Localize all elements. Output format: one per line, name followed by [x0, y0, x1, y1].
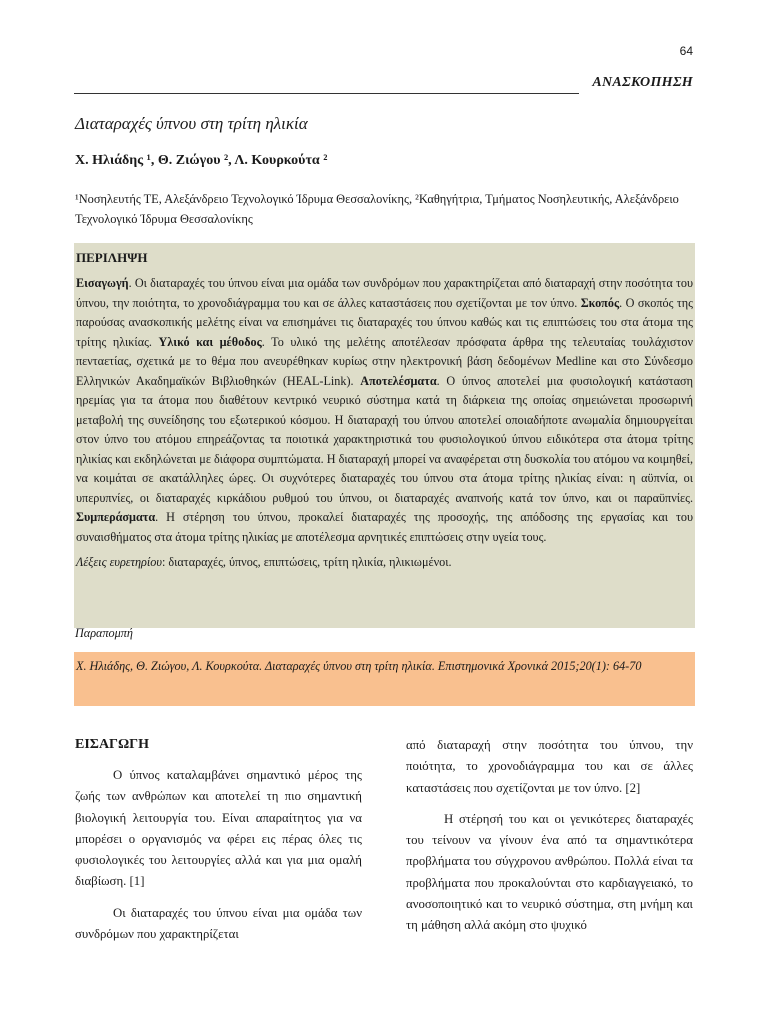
aim-label: Σκοπός — [580, 295, 620, 310]
intro-text: . Οι διαταραχές του ύπνου είναι μια ομάδα των συνδρόμων που χαρακτηρίζεται από διαταραχή στην ποσότητα του ύπνου, την ποιότητα, το χρονοδιάγραμμα του και σε άλλες καταστάσεις που σχετίζονται με τον ύπνο. — [76, 276, 693, 310]
section-label: ΑΝΑΣΚΟΠΗΣΗ — [592, 75, 693, 90]
keywords — [76, 555, 693, 570]
intro-paragraph-2: Οι διαταραχές του ύπνου είναι μια ομάδα των συνδρόμων που χαρακτηρίζεται — [75, 905, 362, 942]
abstract-heading: ΠΕΡΙΛΗΨΗ — [76, 250, 148, 265]
intro-paragraph-3: Η στέρησή του και οι γενικότερες διαταραχές του τείνουν να γίνουν ένα από τα σημαντικότερα προβλήματα του σύγχρονου ανθρώπου. Πολλά είναι τα προβλήματα που προκαλούνται στο καρδιαγγειακό, το ανοσοποιητικό και το νευρικό σύστημα, στη μνήμη και τη μάθηση αλλά ακόμη στο ψυχικό — [406, 811, 693, 933]
conclusions-label: Συμπεράσματα — [76, 510, 156, 524]
page-number: 64 — [679, 44, 693, 58]
header-rule — [74, 93, 579, 94]
intro-paragraph-1: Ο ύπνος καταλαμβάνει σημαντικό μέρος της ζωής των ανθρώπων και αποτελεί τη πιο σημαντική βιολογική λειτουργία του. Είναι απαραίτητος για να μπορέσει ο οργανισμός να φέρει εις πέρας όλες τις φυσιολογικές του λειτουργίες αλλά και για μια ομαλή διαβίωση. [1] — [75, 768, 362, 889]
intro-label: Εισαγωγή — [76, 276, 129, 290]
column-left — [75, 735, 362, 955]
citation-box: Χ. Ηλιάδης, Θ. Ζιώγου, Λ. Κουρκούτα. Διαταραχές ύπνου στη τρίτη ηλικία. Επιστημονικά Χρονικά 2015;20(1): 64-70 — [74, 652, 695, 706]
conclusions-text: . Η στέρηση του ύπνου, προκαλεί διαταραχές της προσοχής, της απόδοσης της εργασίας και του συναισθήματος στα άτομα τρίτης ηλικίας με αποτέλεσμα αρνητικές επιπτώσεις στην υγεία τους. — [76, 510, 693, 544]
keywords-text: : διαταραχές, ύπνος, επιπτώσεις, τρίτη ηλικία, ηλικιωμένοι. — [161, 555, 452, 569]
results-text: . Ο ύπνος αποτελεί μια φυσιολογική κατάσταση ηρεμίας για τα άτομα που διαθέτουν κεντρικό νευρικό σύστημα κατά τη διάρκεια της οποίας σημειώνεται προσωρινή μεταβολή της συνείδησης του εξωτερικού κόσμου. Η διαταραχή του ύπνου αποτελεί οποιαδήποτε ανωμαλία δημιουργείται στον ύπνο του ατόμου επηρεάζοντας τα ποιοτικά χαρακτηριστικά του φυσιολογικού ύπνου ειδικότερα στα άτομα τρίτης ηλικίας και εκδηλώνεται με διάφορα συμπτώματα. Η διαταραχή μπορεί να αναφέρεται στη δυσκολία του ατόμου να κοιμηθεί, να κοιμάται σε ακατάλληλες ώρες. Οι συχνότερες διαταραχές του ύπνου στα άτομα τρίτης ηλικίας είναι: η αϋπνία, οι υπερυπνίες, οι διαταραχές κιρκάδιου ρυθμού του ύπνου, οι διαταραχές αναπνοής κατά τον ύπνο, και οι παραϋπνίες. — [76, 373, 694, 505]
methods-text: . Το υλικό της μελέτης αποτέλεσαν πρόσφατα άρθρα της τελευταίας τουλάχιστον πενταετίας, σχετικά με το θέμα που ανευρέθηκαν κυρίως στην ηλεκτρονική βάση δεδομένων Medline και στο Σύνδεσμο Ελληνικών Ακαδημαϊκών Βιβλιοθηκών (HEAL-Link). — [76, 334, 693, 388]
affiliations: ¹Νοσηλευτής ΤΕ, Αλεξάνδρειο Τεχνολογικό Ίδρυμα Θεσσαλονίκης, ²Καθηγήτρια, Τμήματος Νοσηλευτικής, Αλεξάνδρειο Τεχνολογικό Ίδρυμα Θεσσαλονίκης — [75, 192, 679, 226]
results-label: Αποτελέσματα — [360, 373, 437, 388]
abstract-box — [74, 243, 695, 628]
abstract-text — [76, 274, 693, 547]
column-right — [406, 735, 693, 947]
methods-label: Υλικό και μέθοδος — [158, 334, 262, 349]
introduction-heading: ΕΙΣΑΓΩΓΗ — [75, 737, 149, 752]
authors: Χ. Ηλιάδης ¹, Θ. Ζιώγου ², Λ. Κουρκούτα ² — [75, 153, 328, 168]
aim-text: . Ο σκοπός της παρούσας ανασκοπικής μελέτης είναι να επισημάνει τις διαταραχές του ύπνου καθώς και τις επιπτώσεις του στα άτομα της τρίτης ηλικίας. — [76, 295, 693, 349]
intro-paragraph-2-continued: από διαταραχή στην ποσότητα του ύπνου, την ποιότητα, το χρονοδιάγραμμα του και σε άλλες καταστάσεις που σχετίζονται με τον ύπνο. [2] — [406, 738, 693, 795]
reference-label: Παραπομπή — [75, 626, 133, 640]
keywords-label: Λέξεις ευρετηρίου — [76, 555, 162, 569]
article-title: Διαταραχές ύπνου στη τρίτη ηλικία — [75, 114, 308, 133]
